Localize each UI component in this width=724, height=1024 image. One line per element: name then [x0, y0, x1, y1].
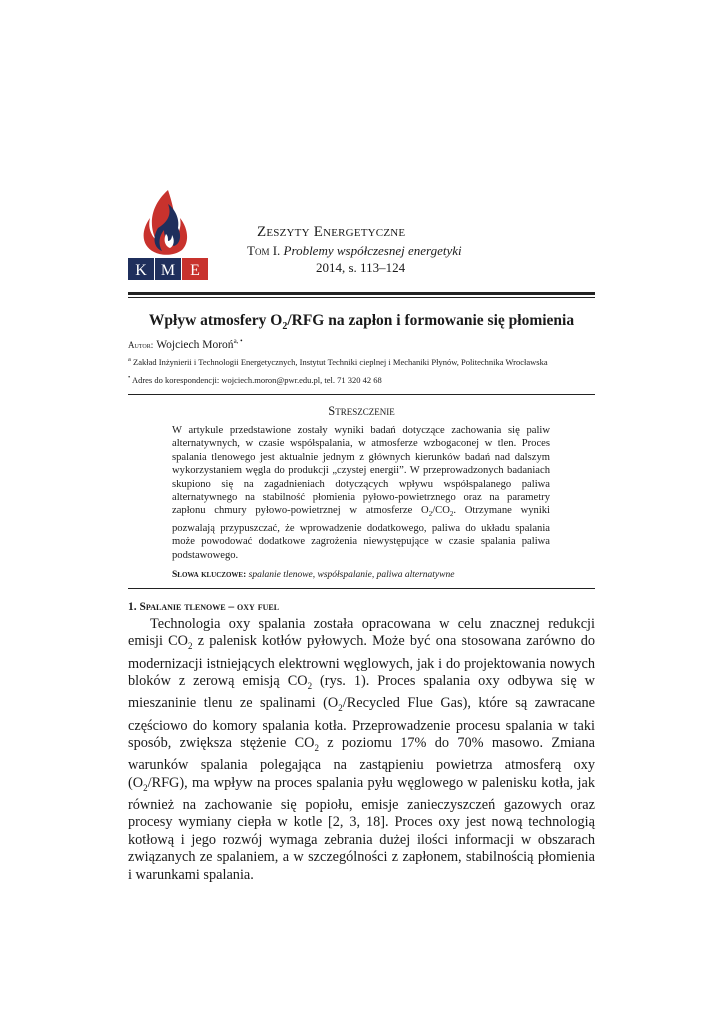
paragraph: Technologia oxy spalania została opracowana w celu znacznej redukcji emisji $CO_2$ z palenisk kotłów pyłowych. Może być ona stosowana zarówno do modernizacji istniejących elektrowni węglowych, jak i do projektowania nowych bloków z zerową emisją $CO_2$ (rys. 1). Proces spalania oxy odbywa się w mieszaninie tlenu ze spalinami ($O_2$/Recycled Flue Gas), które są zawracane częściowo do komory spalania kotła. Przeprowadzenie procesu spalania w taki sposób, zwiększa stężenie $CO_2$ z poziomu 17% do 70% masowo. Zmiana warunków spalania polegająca na zastąpieniu powietrza atmosferą oxy $(O_2/RFG)$, ma wpływ na proces spalania pyłu węglowego w palenisku kotła, jak również na zachowanie się popiołu, emisje zanieczyszczeń gazowych oraz procesy wymiany ciepła w kotle [2, 3, 18]. Proces oxy jest nową technologią kotłową i jego rozwój wymaga zebrania dużej ilości informacji w obszarach związanych ze spalaniem, a w szczególności z zapłonem, stabilnością płomienia i warunkami spalania.: [128, 616, 595, 883]
abstract-rule-bottom: [128, 588, 595, 589]
logo-letter-m: M: [160, 262, 176, 279]
flame-icon: [144, 190, 187, 255]
article-title: Wpływ atmosfery $O_2$/RFG na zapłon i formowanie się płomienia: [148, 312, 575, 333]
abstract-text: W artykule przedstawione zostały wyniki badań dotyczące zachowania się paliw alternatywnych, w czasie współspalania, w atmosferze wzbogaconej w tlen. Proces spalania tlenowego jest aktualnie jednym z głównych kierunków badań nad dalszym wykorzystaniem węgla do produkcji „czystej energii”. W przeprowadzonych badaniach skupiono się na zagadnieniach dotyczących wpływu współspalanego paliwa alternatywnego na stabilność płomienia pyłowo-powietrznego oraz na parametry zapłonu chmury pyłowo-powietrznej w atmosferze $O_2/CO_2$. Otrzymane wyniki pozwalają przypuszczać, że wprowadzenie dodatkowego, paliwa do układu spalania może powodować dodatkowe zagrożenia niewystępujące w czasie spalania paliwa podstawowego.: [172, 425, 550, 561]
keywords-value: spalanie tlenowe, współspalanie, paliwa alternatywne: [248, 570, 455, 580]
author-marks: a, •: [233, 337, 243, 345]
journal-title: Zeszyty Energetyczne: [257, 224, 406, 240]
logo-letter-e: E: [190, 262, 200, 279]
header-rule-thick: [128, 292, 595, 295]
journal-year-pages: 2014, s. 113–124: [316, 260, 406, 275]
author-name: Wojciech Moroń: [156, 338, 234, 351]
kme-logo: [128, 188, 208, 280]
correspondence: • Adres do korespondencji: wojciech.moron@pwr.edu.pl, tel. 71 320 42 68: [128, 374, 382, 385]
logo-letter-k: K: [135, 262, 147, 279]
keywords: Słowa kluczowe: spalanie tlenowe, współspalanie, paliwa alternatywne: [172, 570, 455, 580]
author-line: [128, 337, 243, 351]
section-body: [128, 616, 595, 884]
author-label: Autor:: [128, 339, 154, 350]
affiliation: $^a$ Zakład Inżynierii i Technologii Energetycznych, Instytut Techniki cieplnej i Mechaniki Płynów, Politechnika Wrocławska: [128, 356, 548, 367]
abstract-heading: Streszczenie: [328, 404, 395, 418]
section-heading: 1. Spalanie tlenowe – oxy fuel: [128, 601, 280, 613]
header-rule-thin: [128, 297, 595, 298]
journal-volume: Tom I. Problemy współczesnej energetyki: [247, 243, 462, 258]
abstract-rule-top: [128, 394, 595, 395]
